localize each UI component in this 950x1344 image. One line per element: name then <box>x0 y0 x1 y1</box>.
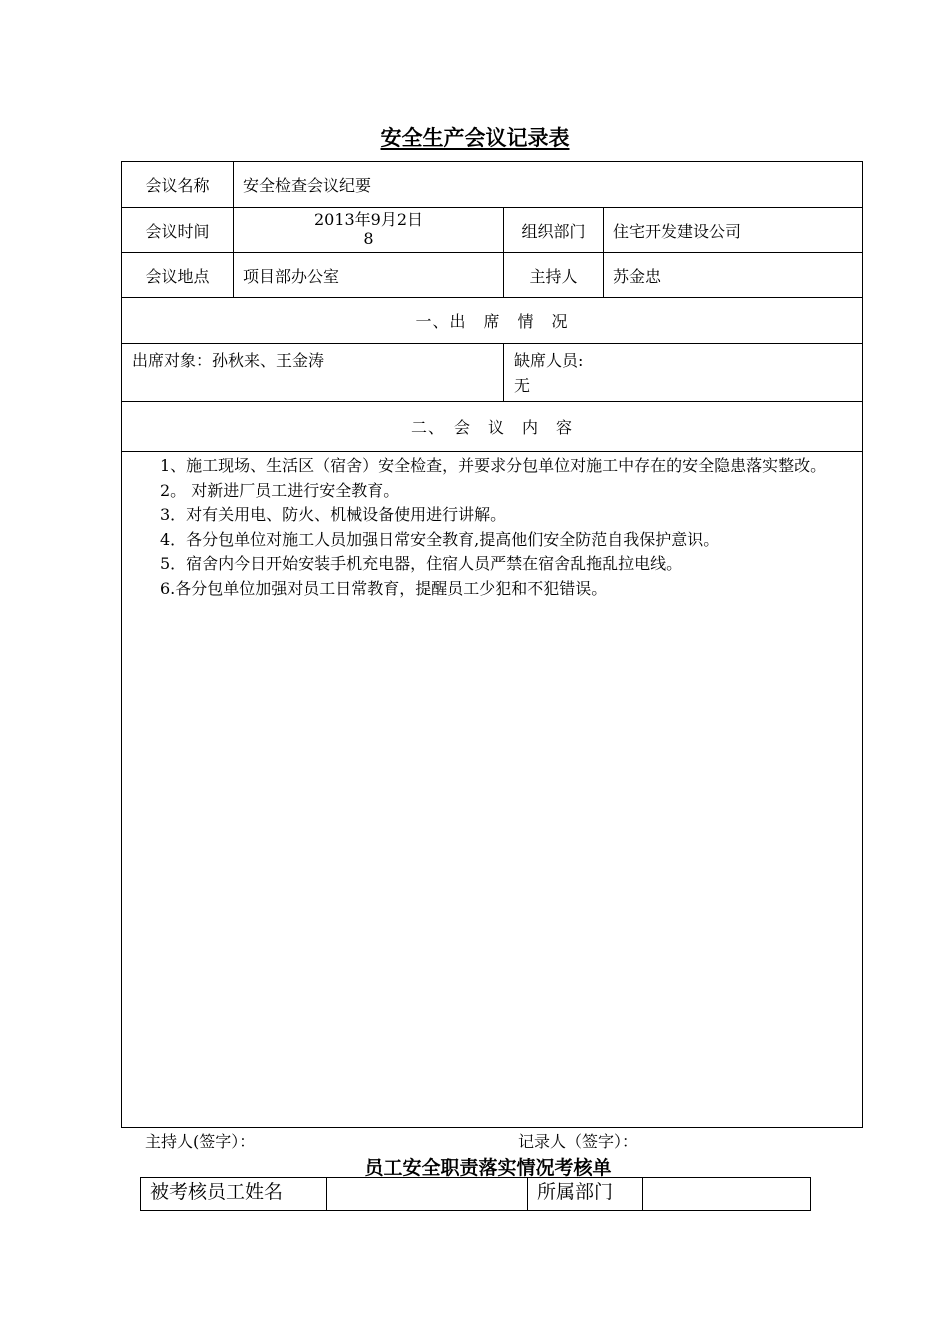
content-item-6: 6.各分包单位加强对员工日常教育，提醒员工少犯和不犯错误。 <box>160 578 608 598</box>
org-label: 组织部门 <box>504 208 604 253</box>
department-label: 所属部门 <box>528 1178 643 1211</box>
meeting-name-label: 会议名称 <box>122 162 234 208</box>
department-field[interactable] <box>643 1178 811 1211</box>
attendees-cell: 出席对象：孙秋来、王金涛 <box>122 344 504 402</box>
content-item-3: 3．对有关用电、防火、机械设备使用进行讲解。 <box>160 505 507 524</box>
meeting-date-line2: 8 <box>363 229 374 248</box>
content-item-4: 4．各分包单位对施工人员加强日常安全教育,提高他们安全防范自我保护意识。 <box>160 529 720 549</box>
location-label: 会议地点 <box>122 253 234 298</box>
meeting-time-value <box>234 208 504 253</box>
evaluation-title: 员工安全职责落实情况考核单 <box>364 1157 612 1179</box>
employee-name-label: 被考核员工姓名 <box>141 1178 327 1211</box>
meeting-content <box>122 452 863 1128</box>
meeting-record-table <box>121 161 863 1128</box>
employee-name-field[interactable] <box>327 1178 528 1211</box>
content-item-2: 2。 对新进厂员工进行安全教育。 <box>160 480 400 500</box>
content-heading: 二、 会 议 内 容 <box>122 402 863 452</box>
absent-label: 缺席人员: <box>514 351 584 370</box>
host-label: 主持人 <box>504 253 604 298</box>
attendance-heading: 一、出 席 情 况 <box>122 298 863 344</box>
absent-cell <box>504 344 863 402</box>
org-value: 住宅开发建设公司 <box>604 208 863 253</box>
document-title: 安全生产会议记录表 <box>380 125 570 150</box>
recorder-signature: 记录人（签字）： <box>518 1132 639 1151</box>
meeting-time-label: 会议时间 <box>122 208 234 253</box>
location-value: 项目部办公室 <box>234 253 504 298</box>
host-signature: 主持人(签字）： <box>145 1132 256 1151</box>
content-item-1: 1、施工现场、生活区（宿舍）安全检查，并要求分包单位对施工中存在的安全隐患落实整改。 <box>160 456 827 475</box>
content-item-5: 5．宿舍内今日开始安装手机充电器，住宿人员严禁在宿舍乱拖乱拉电线。 <box>160 554 683 573</box>
meeting-name-value: 安全检查会议纪要 <box>234 162 863 208</box>
evaluation-table <box>140 1177 811 1211</box>
absent-value: 无 <box>514 376 531 395</box>
meeting-date-line1: 2013年9月2日 <box>313 210 424 229</box>
host-value: 苏金忠 <box>604 253 863 298</box>
